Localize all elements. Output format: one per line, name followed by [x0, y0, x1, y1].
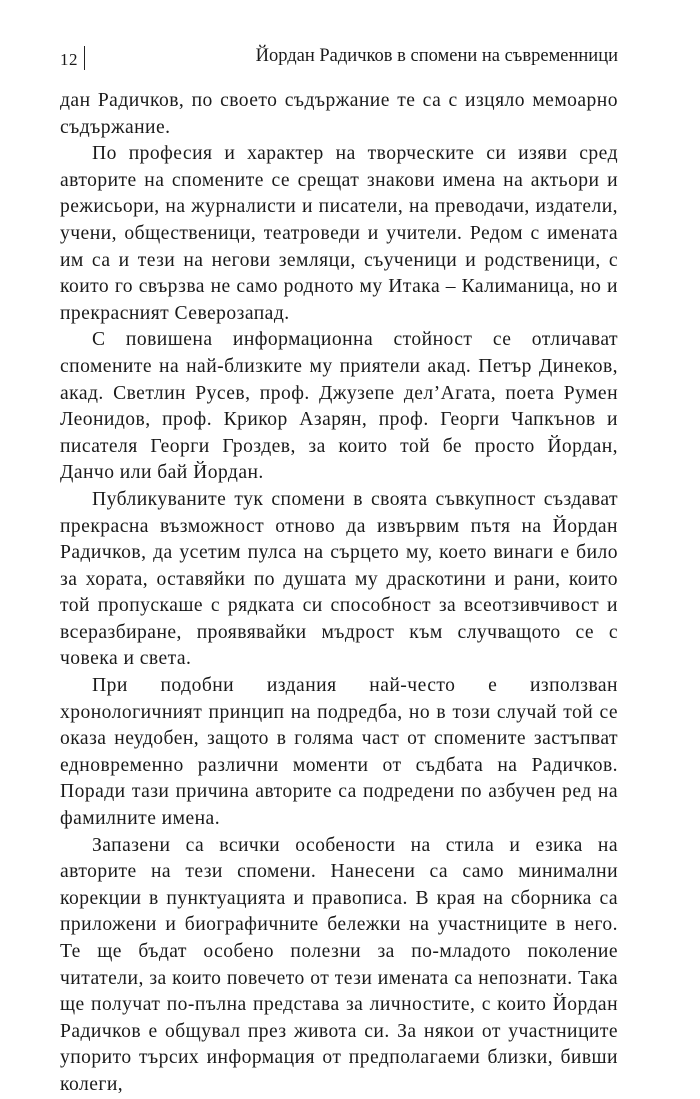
paragraph: С повишена информационна стойност се отличават спомените на най-близките му приятели акад. Петър Динеков, акад. Светлин Русев, проф. Джузепе дел’Агата, поета Румен Леонидов, проф. Крикор Азарян, проф. Георги Чапкънов и писателя Георги Гроздев, за които той бе просто Йордан, Данчо или бай Йордан. [60, 329, 618, 484]
book-page [60, 0, 618, 1095]
paragraph: Запазени са всички особености на стила и езика на авторите на тези спомени. Нанесени са само минимални корекции в пунктуацията и правописа. В края на сборника са приложени и биографичните бележки на участниците в него. Те ще бъдат особено полезни за по-младото поколение читатели, за които повечето от тези имената са непознати. Така ще получат по-пълна представа за личностите, с които Йордан Радичков е общувал през живота си. За някои от участниците упорито търсих информация от предполагаеми близки, бивши колеги, [60, 834, 618, 1095]
paragraph-continued: дан Радичков, по своето съдържание те са с изцяло мемоарно съдържание. [60, 90, 618, 138]
paragraph: При подобни издания най-често е използван хронологичният принцип на подредба, но в този случай той се оказа неудобен, защото в голяма част от спомените застъпват едновременно различни моменти от съдбата на Радичков. Поради тази причина авторите са подредени по азбучен ред на фамилните имена. [60, 675, 618, 830]
body-text [60, 88, 618, 1099]
page-number: 12 [60, 50, 78, 69]
paragraph: По професия и характер на творческите си изяви сред авторите на спомените се срещат знакови имена на актьори и режисьори, на журналисти и писатели, на преводачи, издатели, учени, общественици, театроведи и учители. Редом с имената им са и тези на негови земляци, съученици и родственици, с които го свързва не само родното му Итака – Калиманица, но и прекрасният Северозапад. [60, 143, 618, 324]
running-title: Йордан Радичков в спомени на съвременници [255, 46, 618, 66]
header-divider [84, 46, 85, 70]
paragraph: Публикуваните тук спомени в своята съвкупност създават прекрасна възможност отново да извървим пътя на Йордан Радичков, да усетим пулса на сърцето му, което винаги е било за хората, оставяйки по душата му драскотини и рани, които той пропускаше с рядката си способност за всеотзивчивост и всеразбиране, проявявайки мъдрост към случващото се с човека и света. [60, 488, 618, 670]
running-head [60, 46, 618, 72]
